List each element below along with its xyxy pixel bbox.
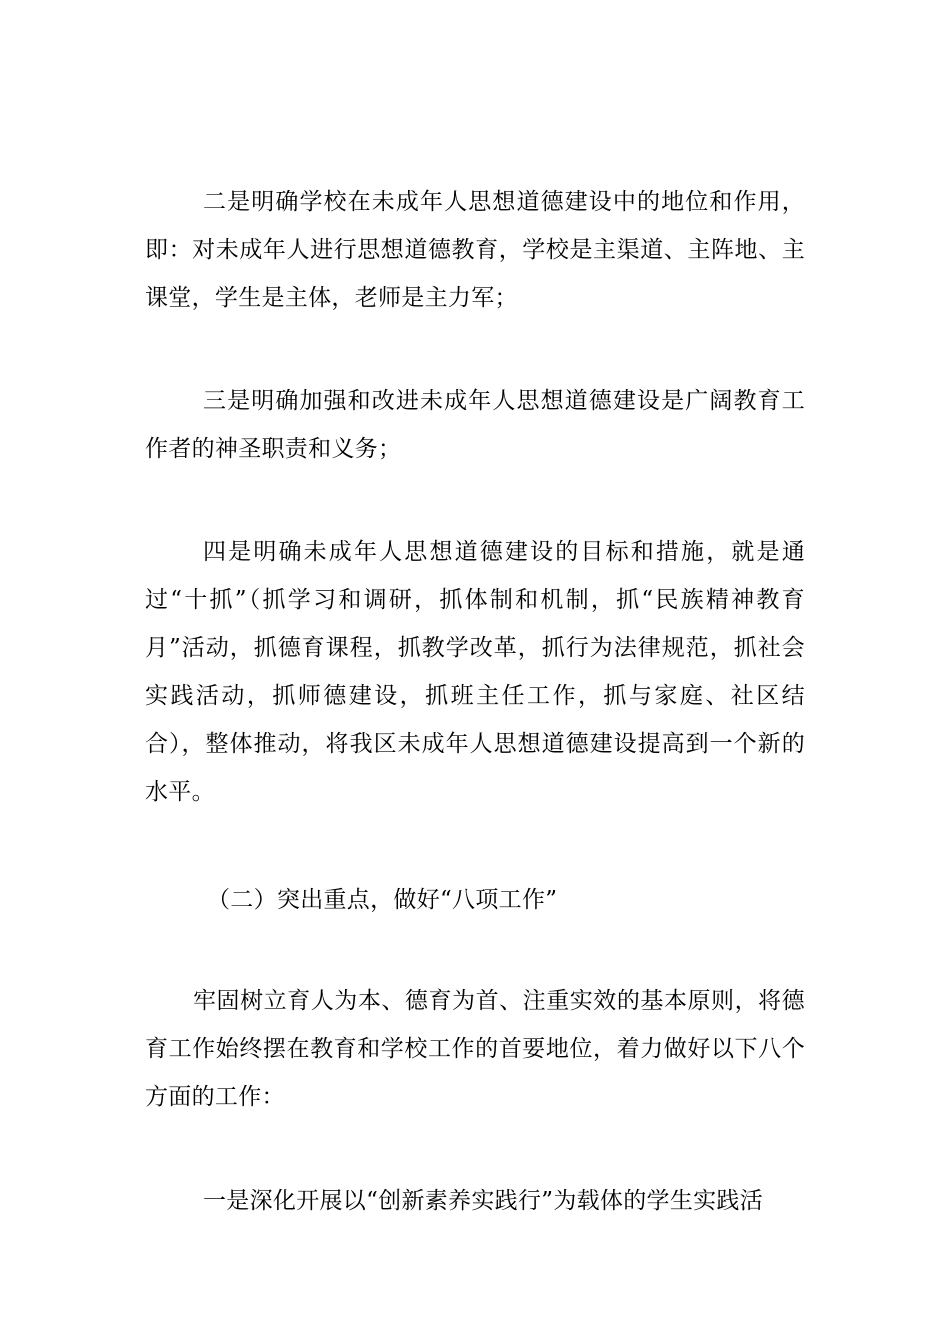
paragraph-principles: 牢固树立育人为本、德育为首、注重实效的基本原则，将德育工作始终摆在教育和学校工作的首要地位，着力做好以下八个方面的工作： [145,988,805,1110]
paragraph-goals-measures: 四是明确未成年人思想道德建设的目标和措施，就是通过“十抓”（抓学习和调研，抓体制和机制，抓“民族精神教育月”活动，抓德育课程，抓教学改革，抓行为法律规范，抓社会实践活动，抓师德建设，抓班主任工作，抓与家庭、社区结合），整体推动，将我区未成年人思想道德建设提高到一个新的水平。 [145,539,805,805]
paragraph-first-item: 一是深化开展以“创新素养实践行”为载体的学生实践活 [203,1188,764,1214]
paragraph-teacher-duty: 三是明确加强和改进未成年人思想道德建设是广阔教育工作者的神圣职责和义务； [145,388,805,462]
section-heading: （二）突出重点，做好“八项工作” [207,887,558,913]
paragraph-school-role: 二是明确学校在未成年人思想道德建设中的地位和作用，即：对未成年人进行思想道德教育，学校是主渠道、主阵地、主课堂，学生是主体，老师是主力军； [145,189,805,311]
